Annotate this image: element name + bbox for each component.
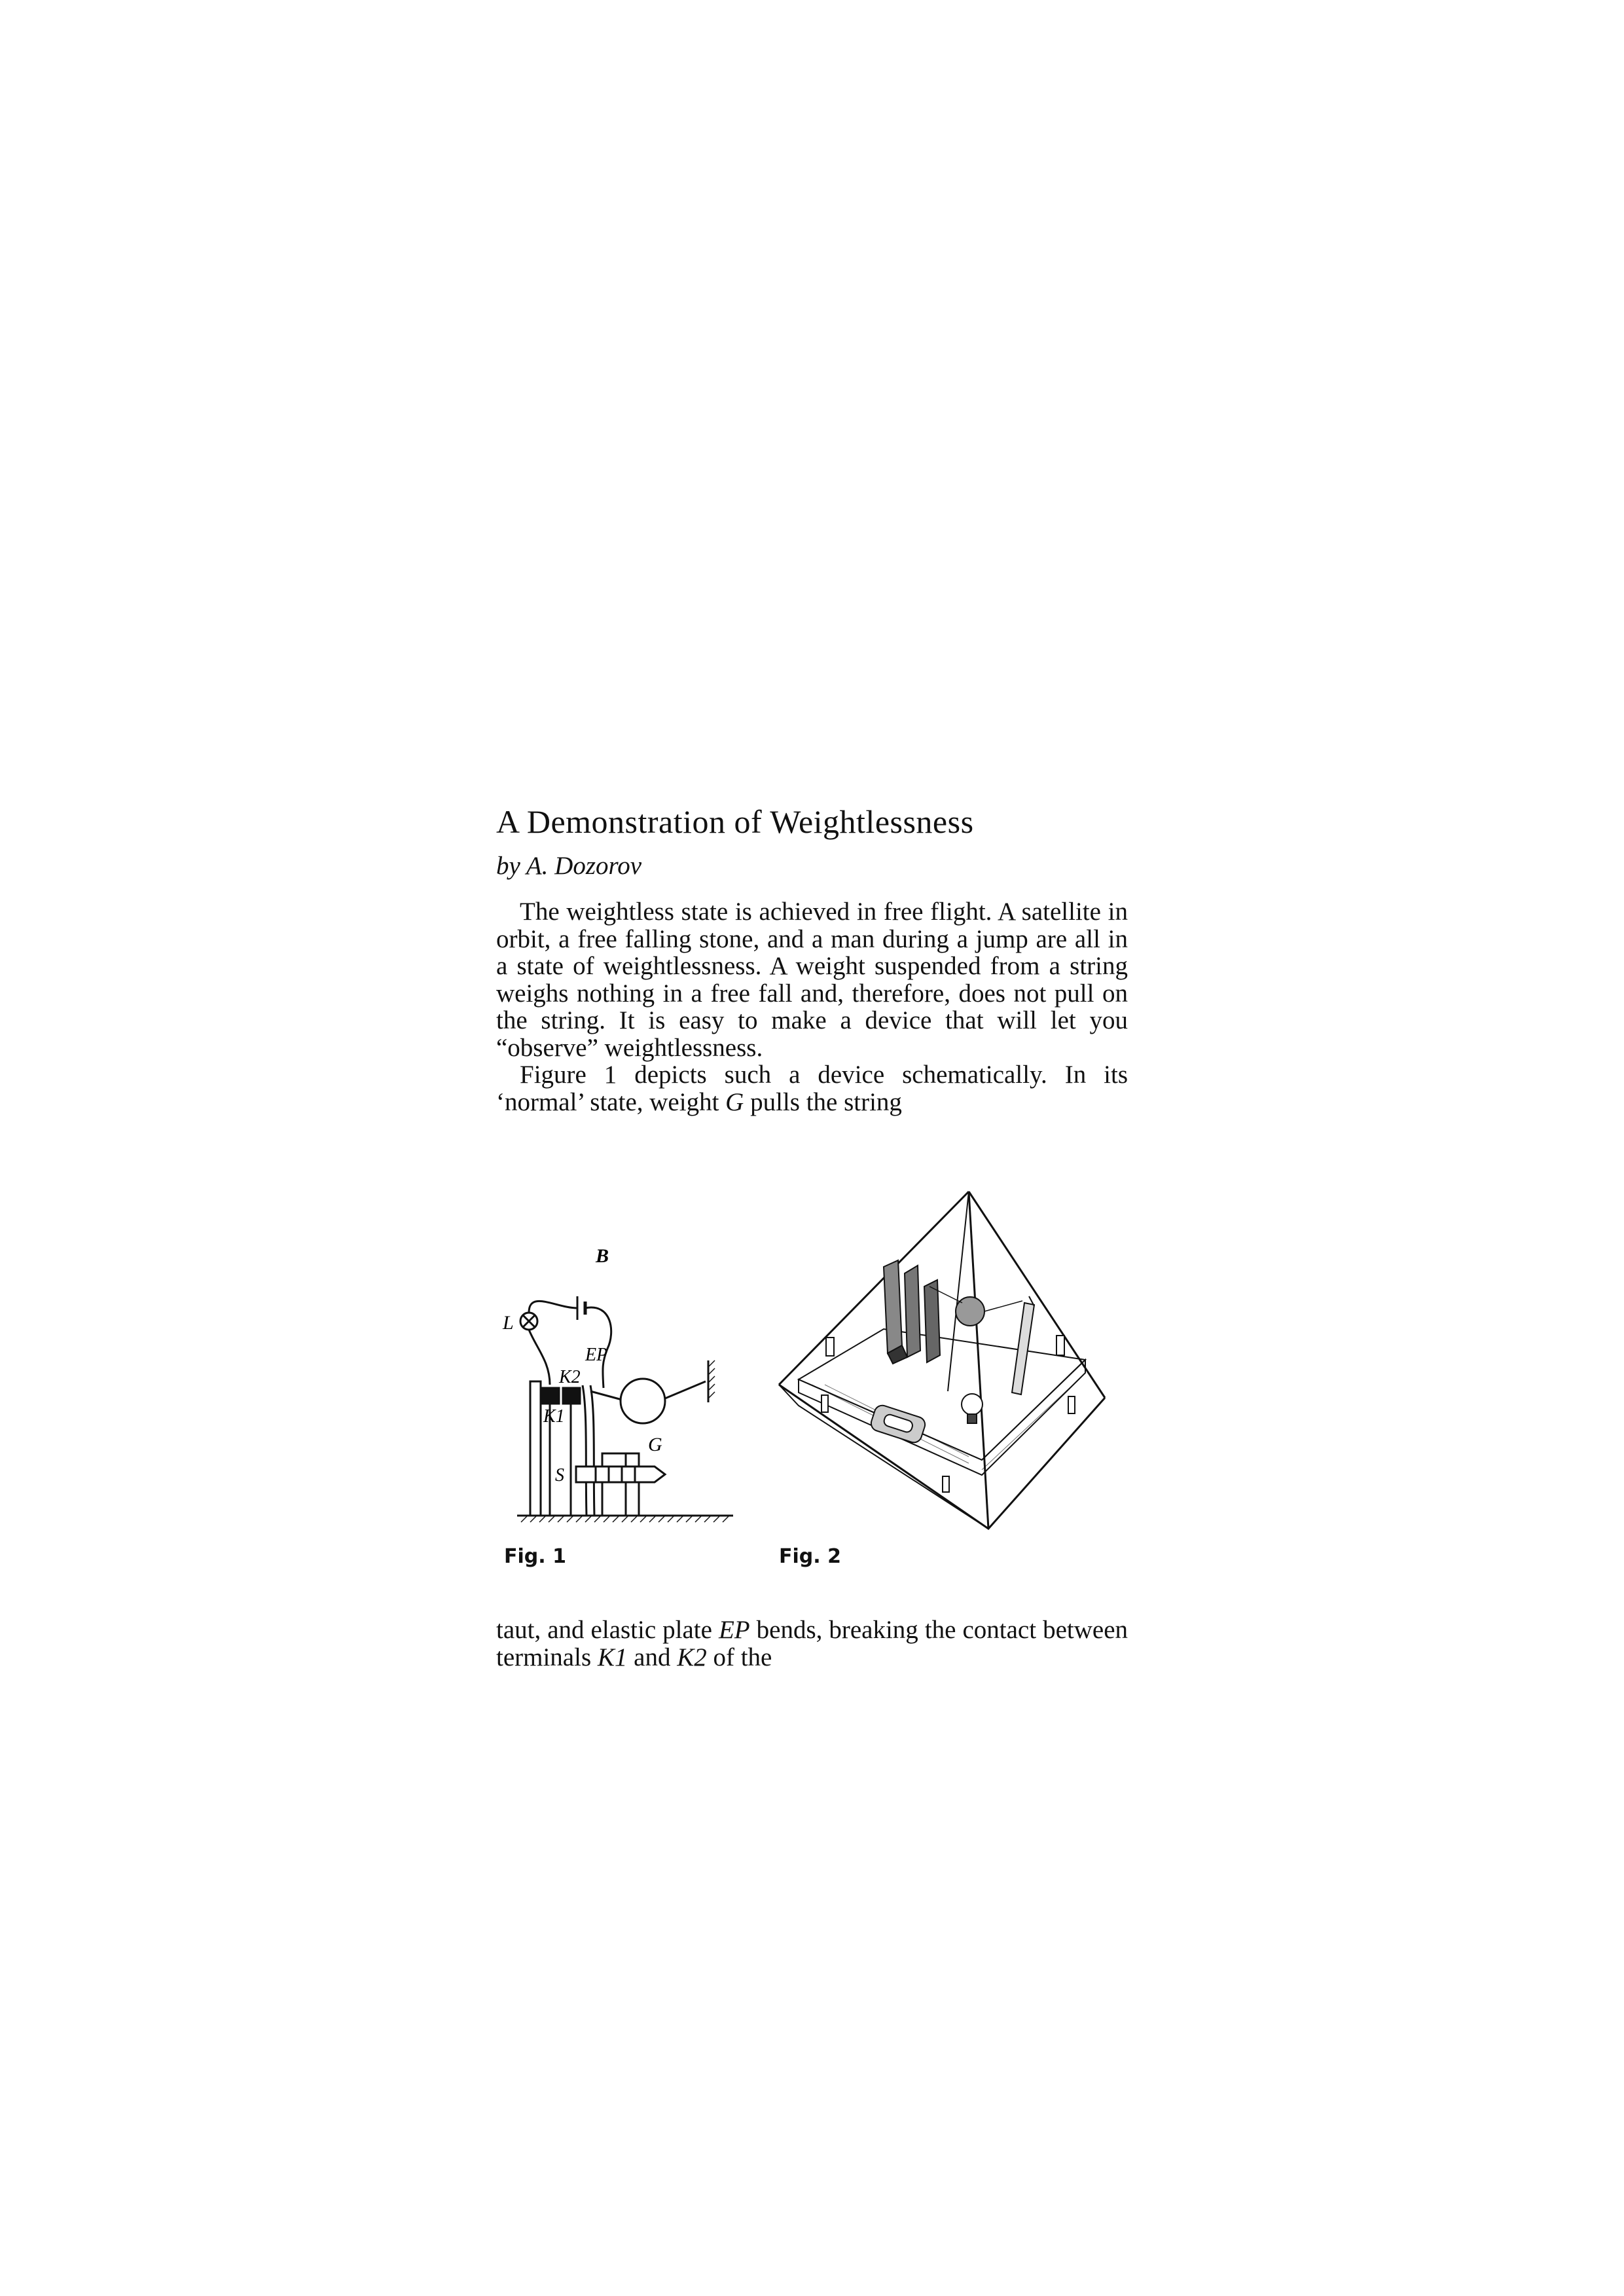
screws (821, 1336, 1075, 1492)
terminal-k1 (542, 1388, 559, 1404)
paragraph-2-text-a: Figure 1 depicts such a device schematically. In its ‘normal’ state, weight (496, 1061, 1128, 1116)
label-b: B (596, 1245, 609, 1267)
figure-1-drawing (497, 1192, 753, 1539)
paragraph-3 (496, 1616, 1128, 1671)
paragraph-3-text-b: bends, breaking the contact between terminals (496, 1616, 1128, 1671)
string-to-weight (590, 1391, 622, 1400)
paragraph-2-symbol-g: G (725, 1087, 744, 1116)
spring-housing-b (626, 1453, 639, 1516)
label-k2: K2 (559, 1367, 581, 1387)
paragraph-2 (496, 1061, 1128, 1116)
article-title: A Demonstration of Weightlessness (496, 803, 974, 840)
paragraph-3-symbol-k2: K2 (677, 1643, 707, 1671)
figure-2-illustration (772, 1188, 1113, 1539)
wire-lamp-contact (529, 1330, 550, 1385)
article-byline: by A. Dozorov (496, 852, 642, 880)
left-post (530, 1381, 541, 1516)
tube-rod (1012, 1296, 1034, 1394)
label-g: G (648, 1434, 662, 1455)
figure-2-caption: Fig. 2 (779, 1545, 841, 1568)
label-s: S (555, 1465, 564, 1485)
label-l: L (503, 1312, 514, 1334)
paragraph-3-text-c: and (627, 1643, 677, 1671)
paragraph-3-symbol-k1: K1 (597, 1643, 628, 1671)
platform-side (799, 1360, 1085, 1475)
paragraph-2-text-b: pulls the string (744, 1087, 902, 1116)
label-ep: EP (585, 1345, 608, 1365)
paragraph-3-text-d: of the (706, 1643, 772, 1671)
platform-plate (799, 1329, 1085, 1460)
string-to-wall (665, 1381, 706, 1398)
weight-g (621, 1379, 665, 1423)
elastic-plates (884, 1260, 940, 1364)
terminal-k2 (563, 1388, 580, 1404)
spring-housing-a (602, 1453, 626, 1516)
figure-1-caption: Fig. 1 (504, 1545, 566, 1568)
pyramid-edge-back (948, 1192, 969, 1391)
figure-2-drawing (772, 1188, 1113, 1539)
elastic-plate-b (590, 1385, 594, 1516)
wire-lamp-battery (529, 1301, 577, 1313)
paragraph-3-symbol-ep: EP (718, 1616, 750, 1644)
spring-s (576, 1467, 665, 1482)
figure-1-schematic (497, 1192, 753, 1539)
paragraph-1: The weightless state is achieved in free flight. A satellite in orbit, a free falling stone, and a man during a jump are all in a state of weightlessness. A weight suspended from a string weighs nothing in a free fall and, therefore, does not pull on the string. It is easy to make a device that will let you “observe” weightlessness. (496, 898, 1128, 1062)
paragraph-3-text-a: taut, and elastic plate (496, 1616, 719, 1644)
elastic-plate-a (583, 1385, 586, 1516)
label-k1: K1 (543, 1406, 565, 1427)
pyramid-edge-front (969, 1192, 988, 1529)
platform-shading (812, 1378, 1080, 1470)
battery-holder (869, 1404, 927, 1445)
light-bulb (962, 1394, 983, 1423)
pyramid-edge-right (969, 1192, 1105, 1398)
